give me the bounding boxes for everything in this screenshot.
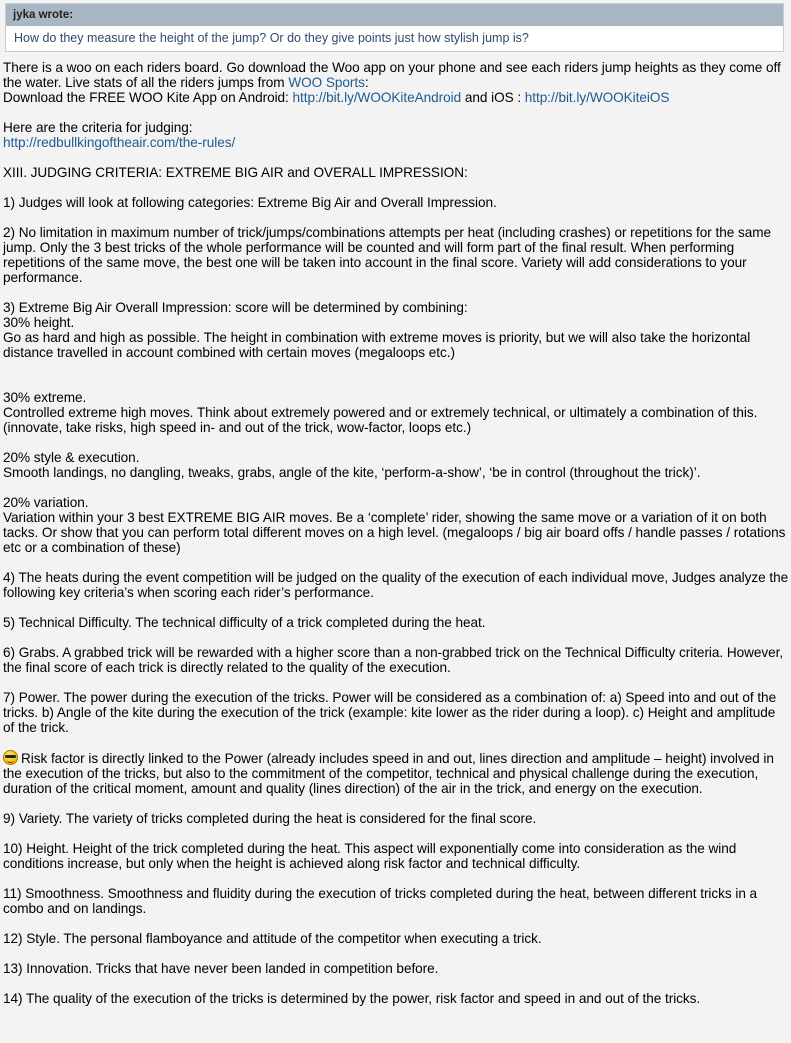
criteria-intro [3, 120, 789, 150]
criteria-10: 10) Height. Height of the trick completed during the heat. This aspect will exponentially come into consideration as the wind conditions increase, but only when the height is achieved along risk factor and technical difficulty. [3, 841, 737, 871]
extreme-block [3, 390, 789, 435]
criteria-4: 4) The heats during the event competition will be judged on the quality of the execution of each individual move, Judges analyze the following key criteria’s when scoring each rider’s performance. [3, 570, 789, 600]
criteria-3-text: 3) Extreme Big Air Overall Impression: score will be determined by combining: [3, 300, 468, 315]
criteria-3 [3, 300, 789, 360]
download-and-ios: and iOS : [461, 90, 525, 105]
section-title: XIII. JUDGING CRITERIA: EXTREME BIG AIR and OVERALL IMPRESSION: [3, 165, 468, 180]
criteria-8 [3, 750, 789, 796]
criteria-7: 7) Power. The power during the execution of the tricks. Power will be considered as a combination of: a) Speed into and out of the tricks. b) Angle of the kite during the execution of the trick (example: kite lower as the rider during a loop). c) Height and amplitude of the trick. [3, 690, 777, 735]
style-block [3, 450, 789, 480]
height-text: Go as hard and high as possible. The height in combination with extreme moves is priority, but we will also take the horizontal distance travelled in account combined with certain moves (megaloops etc.) [3, 330, 751, 360]
quote-text: How do they measure the height of the jump? Or do they give points just how stylish jump is? [14, 31, 529, 45]
intro-paragraph [3, 60, 789, 105]
download-text: Download the FREE WOO Kite App on Android: [3, 90, 293, 105]
criteria-12: 12) Style. The personal flamboyance and attitude of the competitor when executing a trick. [3, 931, 542, 946]
quote-block [5, 3, 784, 52]
intro-colon: : [364, 75, 369, 90]
criteria-11: 11) Smoothness. Smoothness and fluidity during the execution of tricks completed during the heat, between different tricks in a combo and on landings. [3, 886, 758, 916]
criteria-6: 6) Grabs. A grabbed trick will be rewarded with a higher score than a non-grabbed trick on the Technical Difficulty criteria. However, the final score of each trick is directly related to the quality of the execution. [3, 645, 784, 675]
variation-label: 20% variation. [3, 495, 89, 510]
sunglasses-smiley-icon [3, 750, 18, 765]
woo-sports-link[interactable]: WOO Sports [288, 75, 365, 90]
variation-block [3, 495, 789, 555]
variation-text: Variation within your 3 best EXTREME BIG AIR moves. Be a ‘complete’ rider, showing the same move or a variation of it on both tacks. Or show that you can perform total different moves on a high level. (megaloops / big air board offs / handle passes / rotations etc or a combination of these) [3, 510, 786, 555]
extreme-label: 30% extreme. [3, 390, 87, 405]
post-body [3, 60, 789, 1006]
style-text: Smooth landings, no dangling, tweaks, grabs, angle of the kite, ‘perform-a-show’, ‘be in control (throughout the trick)’. [3, 465, 701, 480]
height-label: 30% height. [3, 315, 75, 330]
criteria-8-text: Risk factor is directly linked to the Power (already includes speed in and out, lines direction and amplitude – height) involved in the execution of the tricks, but also to the commitment of the competitor, technical and physical challenge during the execution, duration of the critical moment, amount and quality (lines direction) of the air in the trick, and energy on the execution. [3, 751, 774, 796]
criteria-5: 5) Technical Difficulty. The technical difficulty of a trick completed during the heat. [3, 615, 486, 630]
criteria-1: 1) Judges will look at following categories: Extreme Big Air and Overall Impression. [3, 195, 497, 210]
intro-text: There is a woo on each riders board. Go download the Woo app on your phone and see each riders jump heights as they come off the water. Live stats of all the riders jumps from [3, 60, 781, 90]
criteria-9: 9) Variety. The variety of tricks completed during the heat is considered for the final score. [3, 811, 537, 826]
criteria-13: 13) Innovation. Tricks that have never been landed in competition before. [3, 961, 439, 976]
extreme-text: Controlled extreme high moves. Think about extremely powered and or extremely technical, or ultimately a combination of this. (innovate, take risks, high speed in- and out of the trick, wow-factor, loops etc.) [3, 405, 758, 435]
android-app-link[interactable]: http://bit.ly/WOOKiteAndroid [292, 90, 462, 105]
criteria-14: 14) The quality of the execution of the tricks is determined by the power, risk factor and speed in and out of the tricks. [3, 991, 701, 1006]
style-label: 20% style & execution. [3, 450, 140, 465]
criteria-intro-text: Here are the criteria for judging: [3, 120, 193, 135]
quote-author: jyka wrote: [6, 4, 783, 26]
ios-app-link[interactable]: http://bit.ly/WOOKiteiOS [524, 90, 670, 105]
criteria-2: 2) No limitation in maximum number of trick/jumps/combinations attempts per heat (including crashes) or repetitions for the same jump. Only the 3 best tricks of the whole performance will be counted and will form part of the final result. When performing repetitions of the same move, the best one will be taken into account in the final score. Variety will add considerations to your performance. [3, 225, 772, 285]
rules-link[interactable]: http://redbullkingoftheair.com/the-rules/ [3, 135, 236, 150]
